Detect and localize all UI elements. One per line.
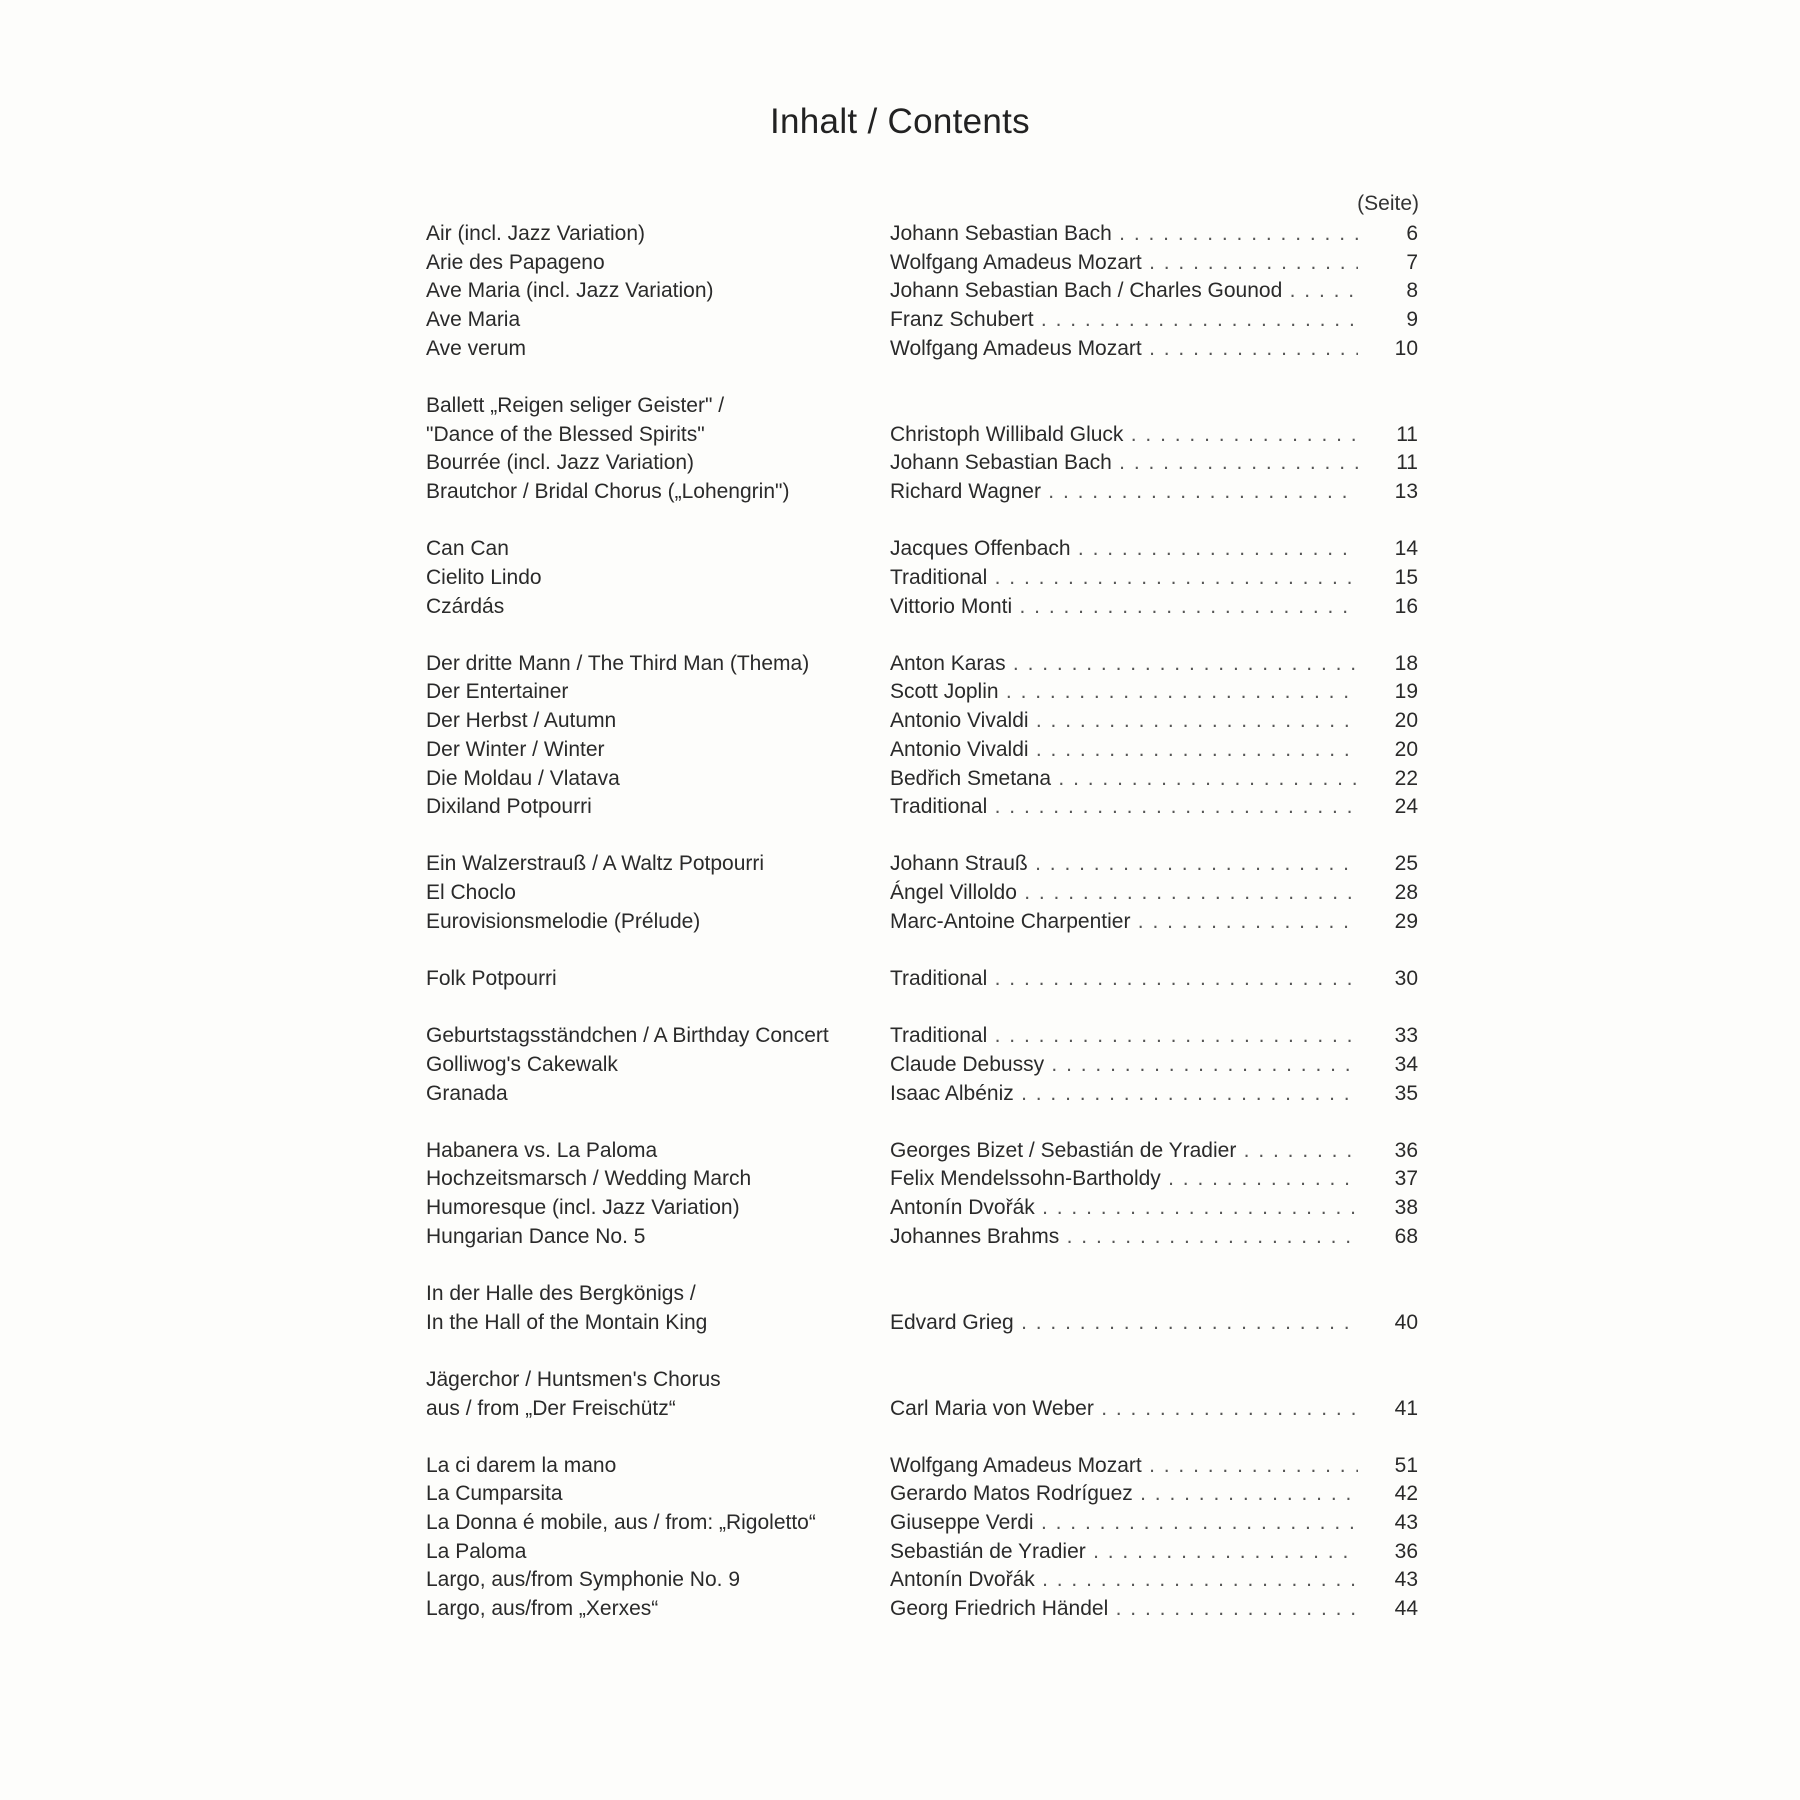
contents-entry	[0, 1165, 1800, 1194]
entry-title: Can Can	[426, 537, 509, 561]
contents-entry	[0, 965, 1800, 994]
entry-composer: Traditional . . .	[890, 793, 1358, 822]
entry-title: Der Winter / Winter	[426, 737, 605, 761]
entry-page-number: 38	[1394, 1196, 1418, 1220]
entry-title: Largo, aus/from Symphonie No. 9	[426, 1568, 740, 1592]
entry-composer: Wolfgang Amadeus Mozart . . .	[890, 249, 1358, 278]
entry-page-number: 37	[1394, 1167, 1418, 1191]
entry-composer: Felix Mendelssohn-Bartholdy . . .	[890, 1165, 1358, 1194]
entry-composer: Sebastián de Yradier . . .	[890, 1538, 1358, 1567]
entry-page-number: 29	[1394, 909, 1418, 933]
entry-title: Golliwog's Cakewalk	[426, 1052, 618, 1076]
contents-entry	[0, 850, 1800, 879]
entry-title: La Paloma	[426, 1539, 527, 1563]
contents-entry	[0, 1480, 1800, 1509]
contents-entry	[0, 1223, 1800, 1252]
contents-group	[0, 850, 1800, 936]
entry-title: Dixiland Potpourri	[426, 795, 592, 819]
entry-composer: Bedřich Smetana . . .	[890, 765, 1358, 794]
contents-entry	[0, 1022, 1800, 1051]
entry-composer: Anton Karas . . .	[890, 650, 1358, 679]
entry-page-number: 16	[1394, 594, 1418, 618]
entry-page-number: 36	[1394, 1539, 1418, 1563]
page-column-header: (Seite)	[1357, 192, 1419, 215]
page-title: Inhalt / Contents	[770, 102, 1030, 141]
contents-entry	[0, 1280, 1800, 1309]
entry-composer: Edvard Grieg . . .	[890, 1309, 1358, 1338]
entry-title: Der Entertainer	[426, 680, 569, 704]
entry-composer: Johann Strauß . . .	[890, 850, 1358, 879]
entry-composer: Traditional . . .	[890, 564, 1358, 593]
entry-title: In der Halle des Bergkönigs /	[426, 1281, 696, 1305]
entry-title: Hochzeitsmarsch / Wedding March	[426, 1167, 752, 1191]
entry-title: Humoresque (incl. Jazz Variation)	[426, 1196, 740, 1220]
entry-page-number: 18	[1394, 651, 1418, 675]
contents-entry	[0, 1538, 1800, 1567]
entry-composer: Johann Sebastian Bach / Charles Gounod . . .	[890, 277, 1358, 306]
contents-entry	[0, 277, 1800, 306]
entry-composer: Marc-Antoine Charpentier . . .	[890, 908, 1358, 937]
entry-title: Hungarian Dance No. 5	[426, 1224, 646, 1248]
entry-composer: Claude Debussy . . .	[890, 1051, 1358, 1080]
contents-entry	[0, 535, 1800, 564]
entry-composer: Johann Sebastian Bach . . .	[890, 220, 1358, 249]
contents-entry	[0, 1566, 1800, 1595]
entry-page-number: 25	[1394, 852, 1418, 876]
entry-title: Die Moldau / Vlatava	[426, 766, 620, 790]
entry-page-number: 34	[1394, 1052, 1418, 1076]
entry-title: Ave verum	[426, 336, 526, 360]
contents-group	[0, 1022, 1800, 1108]
contents-entry	[0, 793, 1800, 822]
entry-title: "Dance of the Blessed Spirits"	[426, 422, 705, 446]
entry-composer: Georg Friedrich Händel . . .	[890, 1595, 1358, 1624]
entry-page-number: 19	[1394, 680, 1418, 704]
entry-composer: Giuseppe Verdi . . .	[890, 1509, 1358, 1538]
entry-page-number: 14	[1394, 537, 1418, 561]
entry-page-number: 22	[1394, 766, 1418, 790]
entry-page-number: 44	[1394, 1597, 1418, 1621]
entry-page-number: 33	[1394, 1024, 1418, 1048]
contents-entry	[0, 421, 1800, 450]
contents-entry	[0, 707, 1800, 736]
entry-title: Eurovisionsmelodie (Prélude)	[426, 909, 701, 933]
contents-entry	[0, 449, 1800, 478]
entry-title: La Donna é mobile, aus / from: „Rigoletto“	[426, 1511, 816, 1535]
entry-page-number: 10	[1394, 336, 1418, 360]
contents-group	[0, 1366, 1800, 1423]
entry-page-number: 6	[1406, 222, 1418, 245]
contents-list	[0, 220, 1800, 1652]
entry-title: Folk Potpourri	[426, 966, 557, 990]
contents-entry	[0, 1595, 1800, 1624]
contents-group	[0, 965, 1800, 994]
entry-composer: Antonio Vivaldi . . .	[890, 707, 1358, 736]
contents-entry	[0, 1137, 1800, 1166]
contents-entry	[0, 765, 1800, 794]
entry-page-number: 7	[1406, 250, 1418, 274]
entry-page-number: 43	[1394, 1568, 1418, 1592]
entry-title: Geburtstagsständchen / A Birthday Concert	[426, 1024, 829, 1048]
entry-composer: Johannes Brahms . . .	[890, 1223, 1358, 1252]
entry-title: Jägerchor / Huntsmen's Chorus	[426, 1367, 721, 1391]
entry-title: Czárdás	[426, 594, 505, 618]
contents-group	[0, 650, 1800, 822]
entry-composer: Scott Joplin . . .	[890, 678, 1358, 707]
entry-composer: Christoph Willibald Gluck . . .	[890, 421, 1358, 450]
contents-group	[0, 220, 1800, 363]
entry-page-number: 28	[1394, 881, 1418, 905]
contents-entry	[0, 1080, 1800, 1109]
contents-entry	[0, 1509, 1800, 1538]
contents-entry	[0, 478, 1800, 507]
entry-page-number: 42	[1394, 1482, 1418, 1506]
entry-page-number: 35	[1394, 1081, 1418, 1105]
entry-composer: Traditional . . .	[890, 1022, 1358, 1051]
entry-page-number: 41	[1394, 1396, 1418, 1420]
contents-entry	[0, 564, 1800, 593]
entry-page-number: 30	[1394, 966, 1418, 990]
entry-page-number: 9	[1406, 308, 1418, 332]
contents-entry	[0, 1395, 1800, 1424]
entry-title: Ballett „Reigen seliger Geister" /	[426, 393, 725, 417]
entry-title: Der dritte Mann / The Third Man (Thema)	[426, 651, 810, 675]
entry-composer: Wolfgang Amadeus Mozart . . .	[890, 1452, 1358, 1481]
entry-title: La ci darem la mano	[426, 1453, 617, 1477]
contents-entry	[0, 1366, 1800, 1395]
contents-entry	[0, 908, 1800, 937]
entry-title: Cielito Lindo	[426, 565, 542, 589]
contents-entry	[0, 593, 1800, 622]
entry-page-number: 20	[1394, 737, 1418, 761]
entry-title: Der Herbst / Autumn	[426, 709, 617, 733]
entry-page-number: 24	[1394, 795, 1418, 819]
entry-page-number: 40	[1394, 1310, 1418, 1334]
contents-group	[0, 392, 1800, 507]
contents-group	[0, 1137, 1800, 1252]
entry-page-number: 68	[1394, 1224, 1418, 1248]
entry-composer: Richard Wagner . . .	[890, 478, 1358, 507]
entry-composer: Isaac Albéniz . . .	[890, 1080, 1358, 1109]
entry-composer: Carl Maria von Weber . . .	[890, 1395, 1358, 1424]
entry-page-number: 13	[1394, 480, 1418, 503]
entry-composer: Gerardo Matos Rodríguez . . .	[890, 1480, 1358, 1509]
entry-composer: Wolfgang Amadeus Mozart . . .	[890, 335, 1358, 364]
entry-page-number: 51	[1394, 1453, 1418, 1477]
contents-entry	[0, 1194, 1800, 1223]
entry-title: In the Hall of the Montain King	[426, 1310, 708, 1334]
entry-title: Habanera vs. La Paloma	[426, 1138, 658, 1162]
entry-page-number: 11	[1396, 422, 1418, 446]
entry-composer: Vittorio Monti . . .	[890, 593, 1358, 622]
entry-page-number: 20	[1394, 709, 1418, 733]
entry-composer: Franz Schubert . . .	[890, 306, 1358, 335]
contents-entry	[0, 736, 1800, 765]
entry-page-number: 15	[1394, 565, 1418, 589]
entry-title: Ave Maria (incl. Jazz Variation)	[426, 279, 714, 303]
contents-entry	[0, 1051, 1800, 1080]
contents-entry	[0, 392, 1800, 421]
contents-entry	[0, 1309, 1800, 1338]
contents-entry	[0, 335, 1800, 364]
entry-composer: Georges Bizet / Sebastián de Yradier . . .	[890, 1137, 1358, 1166]
contents-group	[0, 1280, 1800, 1337]
entry-composer: Antonín Dvořák . . .	[890, 1566, 1358, 1595]
entry-page-number: 43	[1394, 1511, 1418, 1535]
entry-composer: Antonio Vivaldi . . .	[890, 736, 1358, 765]
entry-title: El Choclo	[426, 881, 516, 905]
contents-entry	[0, 1452, 1800, 1481]
entry-title: Granada	[426, 1081, 508, 1105]
entry-title: Brautchor / Bridal Chorus („Lohengrin")	[426, 480, 790, 503]
entry-page-number: 36	[1394, 1138, 1418, 1162]
contents-entry	[0, 678, 1800, 707]
contents-entry	[0, 220, 1800, 249]
contents-group	[0, 1452, 1800, 1624]
entry-title: Ave Maria	[426, 308, 521, 332]
contents-group	[0, 535, 1800, 621]
contents-entry	[0, 879, 1800, 908]
entry-page-number: 11	[1396, 451, 1418, 475]
entry-composer: Antonín Dvořák . . .	[890, 1194, 1358, 1223]
entry-composer: Jacques Offenbach . . .	[890, 535, 1358, 564]
entry-title: Arie des Papageno	[426, 250, 605, 274]
entry-composer: Traditional . . .	[890, 965, 1358, 994]
entry-title: Bourrée (incl. Jazz Variation)	[426, 451, 695, 475]
entry-title: Largo, aus/from „Xerxes“	[426, 1597, 659, 1621]
entry-title: Air (incl. Jazz Variation)	[426, 222, 646, 245]
entry-title: La Cumparsita	[426, 1482, 563, 1506]
entry-title: Ein Walzerstrauß / A Waltz Potpourri	[426, 852, 765, 876]
contents-entry	[0, 306, 1800, 335]
contents-entry	[0, 249, 1800, 278]
entry-composer: Johann Sebastian Bach . . .	[890, 449, 1358, 478]
entry-title: aus / from „Der Freischütz“	[426, 1396, 676, 1420]
contents-entry	[0, 650, 1800, 679]
entry-composer: Ángel Villoldo . . .	[890, 879, 1358, 908]
entry-page-number: 8	[1406, 279, 1418, 303]
